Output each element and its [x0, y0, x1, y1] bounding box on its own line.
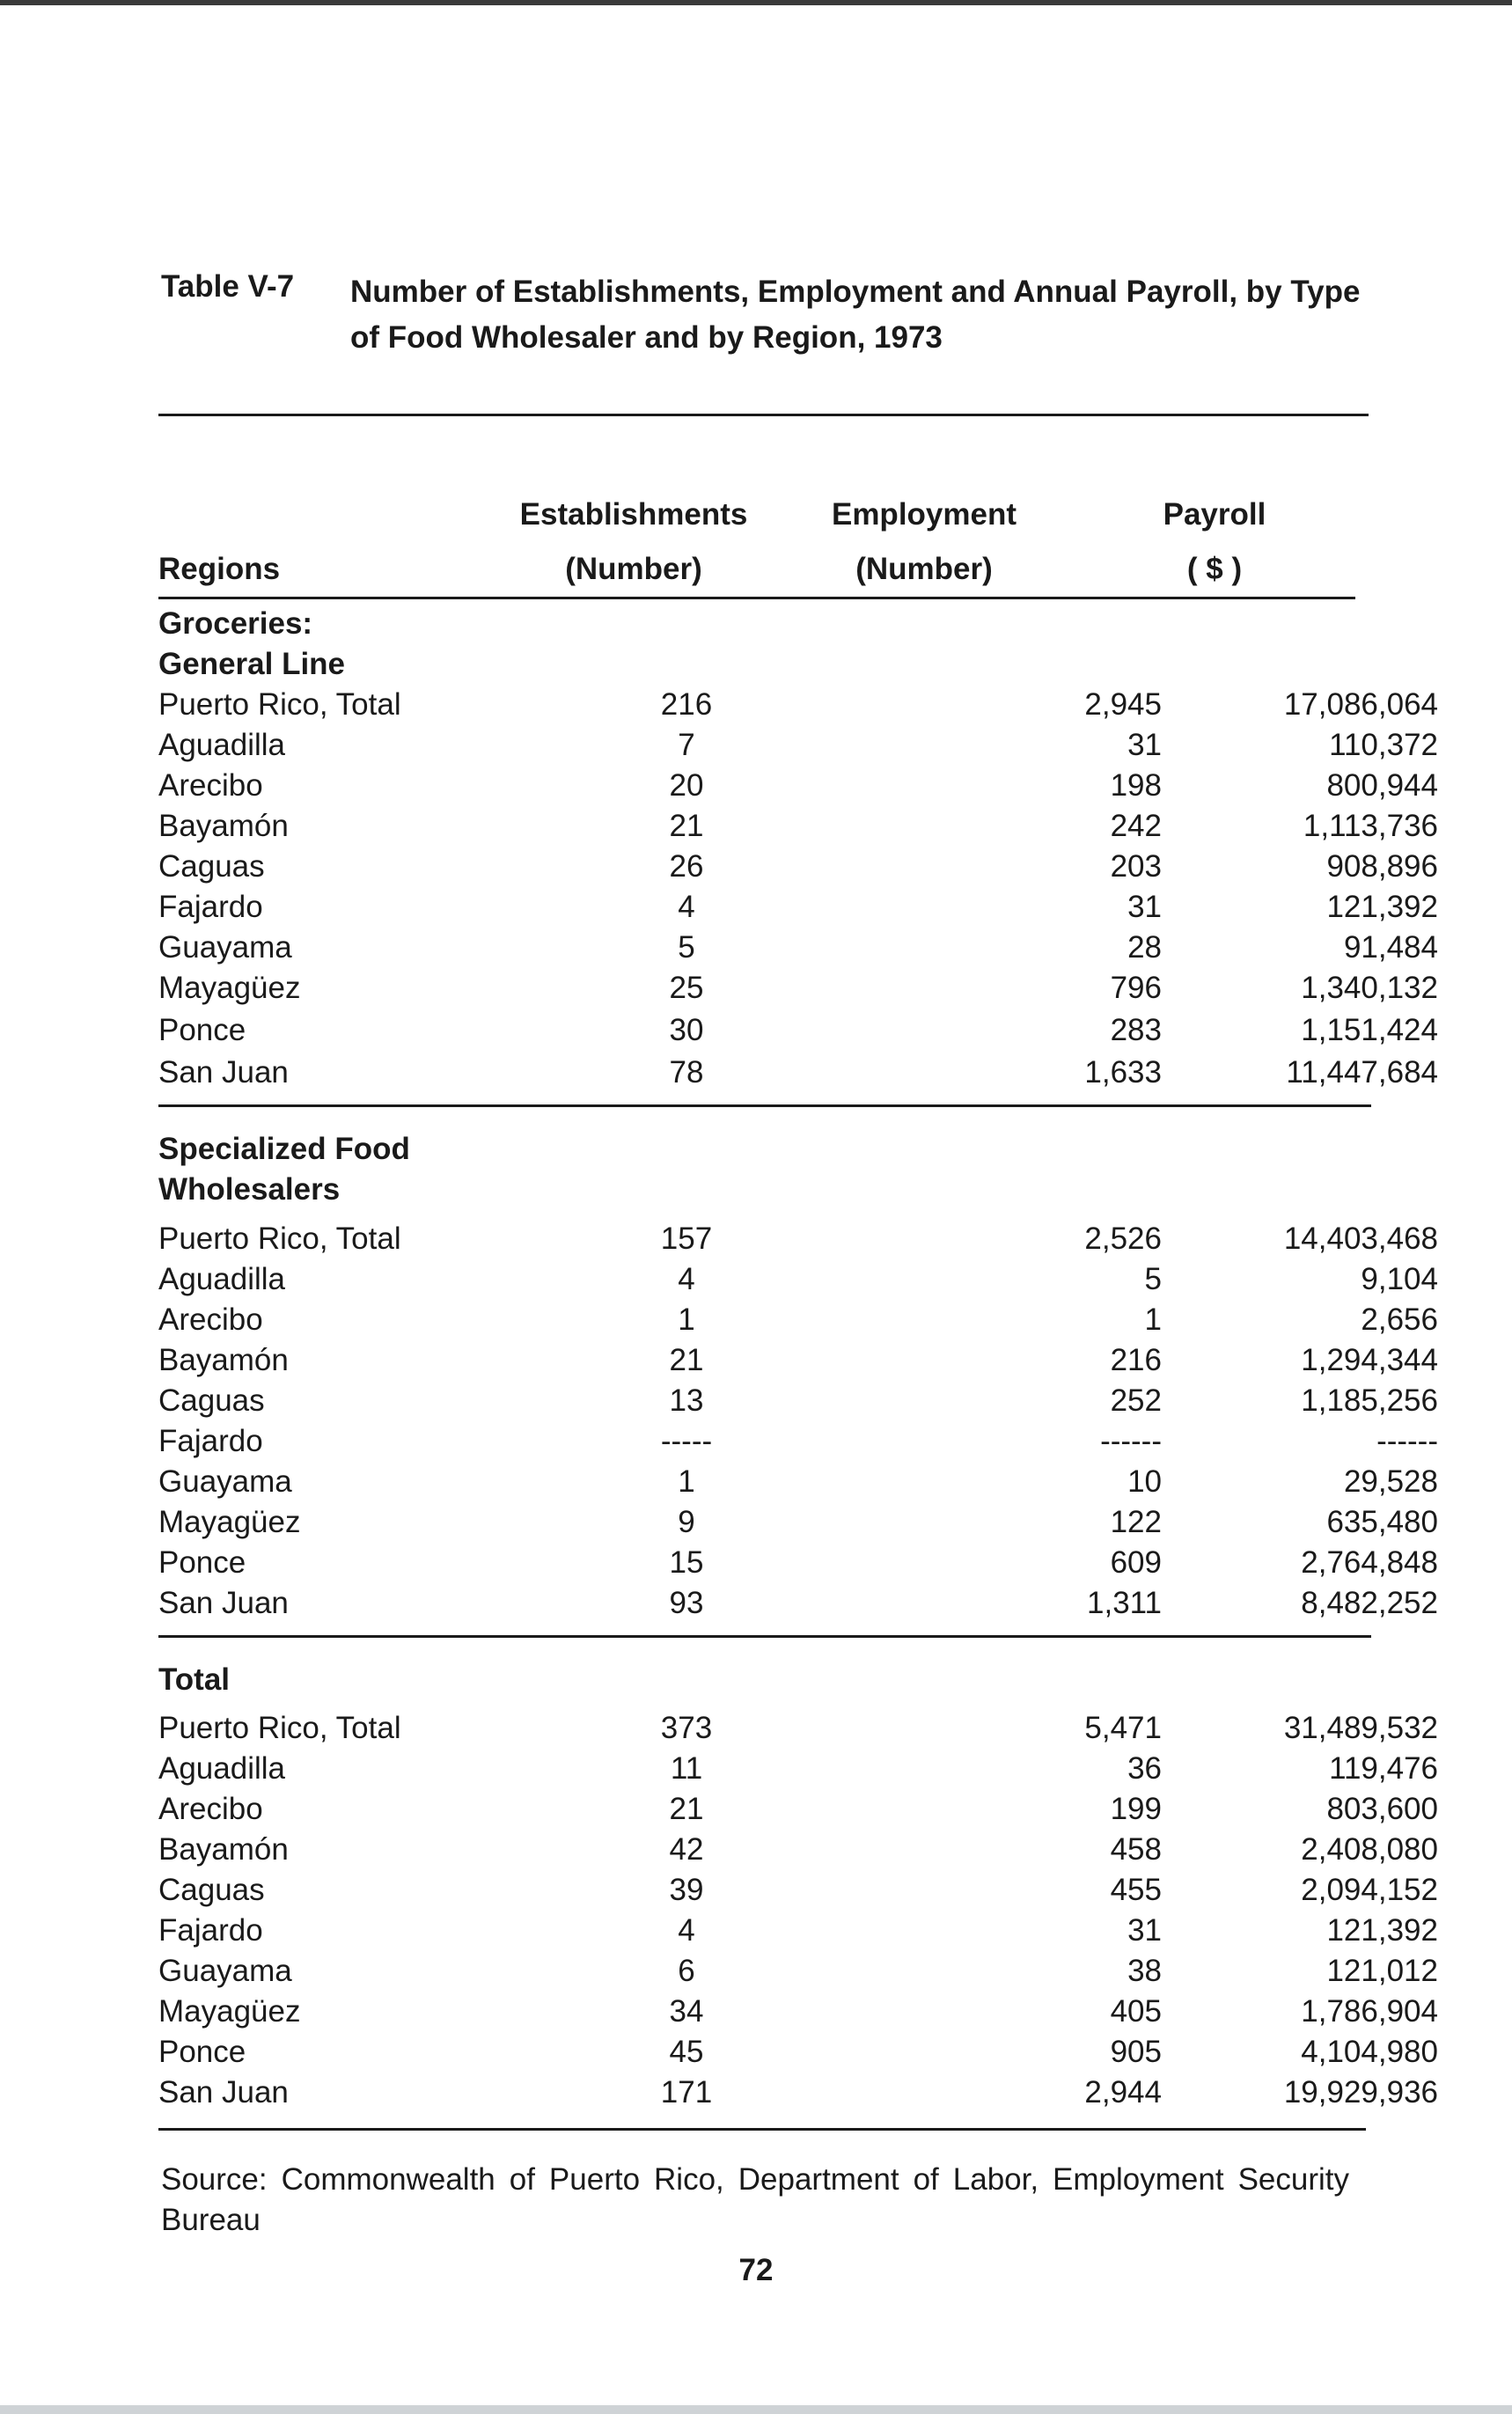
payroll-cell: 1,151,424	[1301, 1013, 1438, 1047]
region-cell: Fajardo	[158, 1913, 263, 1948]
payroll-cell: 1,340,132	[1301, 971, 1438, 1005]
top-edge-rule	[0, 0, 1512, 5]
employment-cell: 5,471	[1084, 1711, 1162, 1745]
payroll-cell: 110,372	[1329, 728, 1438, 762]
region-cell: Arecibo	[158, 768, 263, 803]
establishments-cell: 20	[669, 768, 704, 803]
establishments-cell: 93	[669, 1586, 704, 1620]
establishments-cell: 34	[669, 1994, 704, 2029]
region-cell: San Juan	[158, 1586, 289, 1620]
col-unit-employment: (Number)	[855, 552, 993, 586]
table-row	[158, 1222, 1438, 1262]
employment-cell: 458	[1110, 1832, 1162, 1867]
establishments-cell: 5	[678, 930, 695, 965]
establishments-cell: 78	[669, 1055, 704, 1090]
region-cell: Aguadilla	[158, 1751, 285, 1786]
region-cell: Arecibo	[158, 1792, 263, 1826]
establishments-cell: 1	[678, 1464, 695, 1499]
payroll-cell: 121,392	[1326, 1913, 1438, 1948]
region-cell: Ponce	[158, 2035, 246, 2069]
employment-cell: 1,633	[1084, 1055, 1162, 1090]
section-title	[158, 604, 510, 685]
employment-cell: 1	[1144, 1302, 1162, 1337]
employment-cell: 2,945	[1084, 687, 1162, 722]
table-row	[158, 768, 1438, 809]
section-title-line: Wholesalers	[158, 1172, 341, 1207]
payroll-cell: 119,476	[1329, 1751, 1438, 1786]
region-cell: Caguas	[158, 1873, 265, 1907]
section-title	[158, 1660, 510, 1700]
establishments-cell: 157	[660, 1222, 713, 1256]
region-cell: Bayamón	[158, 809, 289, 843]
employment-cell: 28	[1127, 930, 1162, 965]
employment-cell: 242	[1110, 809, 1162, 843]
region-cell: Aguadilla	[158, 728, 285, 762]
employment-cell: 199	[1110, 1792, 1162, 1826]
establishments-cell: 171	[660, 2075, 713, 2109]
payroll-cell: 1,786,904	[1301, 1994, 1438, 2029]
employment-cell: 1,311	[1087, 1586, 1162, 1620]
employment-cell: 31	[1127, 728, 1162, 762]
payroll-cell: 121,392	[1326, 890, 1438, 924]
employment-cell: 216	[1110, 1343, 1162, 1377]
header-bottom-rule	[158, 597, 1355, 599]
region-cell: Puerto Rico, Total	[158, 1711, 401, 1745]
establishments-cell: 30	[669, 1013, 704, 1047]
employment-cell: 5	[1144, 1262, 1162, 1296]
employment-cell: 252	[1110, 1383, 1162, 1418]
table-row	[158, 930, 1438, 971]
establishments-cell: -----	[660, 1424, 713, 1458]
establishments-cell: 13	[669, 1383, 704, 1418]
employment-cell: 31	[1127, 1913, 1162, 1948]
col-unit-establishments: (Number)	[565, 552, 702, 586]
table-row	[158, 1424, 1438, 1464]
section-title-line: Specialized Food	[158, 1132, 410, 1166]
establishments-cell: 4	[678, 890, 695, 924]
table-row	[158, 971, 1438, 1011]
region-cell: Fajardo	[158, 1424, 263, 1458]
payroll-cell: 14,403,468	[1283, 1222, 1438, 1256]
table-row	[158, 1545, 1438, 1586]
employment-cell: 283	[1110, 1013, 1162, 1047]
region-cell: Caguas	[158, 1383, 265, 1418]
region-cell: Guayama	[158, 1954, 292, 1988]
table-title: Number of Establishments, Employment and Annual Payroll, by Type of Food Wholesaler and by Region, 1973	[350, 275, 1361, 355]
table-row	[158, 1954, 1438, 1994]
section-title-line: General Line	[158, 647, 346, 681]
employment-cell: 36	[1127, 1751, 1162, 1786]
table-row	[158, 1873, 1438, 1913]
payroll-cell: 800,944	[1326, 768, 1438, 803]
payroll-cell: 91,484	[1343, 930, 1438, 965]
employment-cell: 198	[1110, 768, 1162, 803]
region-cell: San Juan	[158, 2075, 289, 2109]
table-row	[158, 1013, 1438, 1053]
establishments-cell: 11	[670, 1751, 703, 1786]
page-number: 72	[738, 2253, 774, 2287]
establishments-cell: 1	[678, 1302, 695, 1337]
establishments-cell: 4	[678, 1913, 695, 1948]
section-title-line: Groceries:	[158, 606, 313, 641]
establishments-cell: 25	[669, 971, 704, 1005]
region-cell: Mayagüez	[158, 1994, 301, 2029]
region-cell: Mayagüez	[158, 1505, 301, 1539]
region-cell: Aguadilla	[158, 1262, 285, 1296]
payroll-cell: 11,447,684	[1286, 1055, 1438, 1090]
establishments-cell: 21	[669, 809, 704, 843]
employment-cell: 31	[1127, 890, 1162, 924]
col-header-establishments: Establishments	[519, 497, 748, 532]
col-header-employment: Employment	[831, 497, 1017, 532]
table-row	[158, 1055, 1438, 1096]
region-cell: San Juan	[158, 1055, 289, 1090]
region-cell: Puerto Rico, Total	[158, 687, 401, 722]
table-row	[158, 1505, 1438, 1545]
payroll-cell: ------	[1376, 1424, 1438, 1458]
employment-cell: 2,526	[1084, 1222, 1162, 1256]
table-row	[158, 1302, 1438, 1343]
establishments-cell: 39	[669, 1873, 704, 1907]
payroll-cell: 1,185,256	[1301, 1383, 1438, 1418]
payroll-cell: 2,764,848	[1301, 1545, 1438, 1580]
employment-cell: 405	[1110, 1994, 1162, 2029]
region-cell: Bayamón	[158, 1832, 289, 1867]
table-row	[158, 1751, 1438, 1792]
section-divider-rule	[158, 1635, 1371, 1638]
establishments-cell: 15	[669, 1545, 704, 1580]
source-note: Source: Commonwealth of Puerto Rico, Department of Labor, Employment Security Bureau	[161, 2162, 1349, 2237]
table-row	[158, 687, 1438, 728]
establishments-cell: 373	[660, 1711, 713, 1745]
establishments-cell: 6	[678, 1954, 695, 1988]
payroll-cell: 19,929,936	[1283, 2075, 1438, 2109]
payroll-cell: 2,408,080	[1301, 1832, 1438, 1867]
table-row	[158, 2035, 1438, 2075]
establishments-cell: 216	[660, 687, 713, 722]
header-top-rule	[158, 414, 1369, 416]
establishments-cell: 21	[669, 1792, 704, 1826]
region-cell: Guayama	[158, 1464, 292, 1499]
establishments-cell: 26	[669, 849, 704, 884]
establishments-cell: 9	[678, 1505, 695, 1539]
establishments-cell: 45	[669, 2035, 704, 2069]
establishments-cell: 7	[678, 728, 695, 762]
payroll-cell: 1,294,344	[1301, 1343, 1438, 1377]
payroll-cell: 803,600	[1326, 1792, 1438, 1826]
section-title-line: Total	[158, 1662, 231, 1697]
payroll-cell: 4,104,980	[1301, 2035, 1438, 2069]
employment-cell: 2,944	[1084, 2075, 1162, 2109]
employment-cell: 203	[1110, 849, 1162, 884]
table-row	[158, 1994, 1438, 2035]
employment-cell: 38	[1127, 1954, 1162, 1988]
table-row	[158, 728, 1438, 768]
region-cell: Mayagüez	[158, 971, 301, 1005]
payroll-cell: 1,113,736	[1303, 809, 1438, 843]
payroll-cell: 635,480	[1326, 1505, 1438, 1539]
establishments-cell: 4	[678, 1262, 695, 1296]
employment-cell: 10	[1127, 1464, 1162, 1499]
table-row	[158, 890, 1438, 930]
establishments-cell: 21	[669, 1343, 704, 1377]
table-row	[158, 1792, 1438, 1832]
col-unit-payroll: ( $ )	[1186, 552, 1243, 586]
region-cell: Fajardo	[158, 890, 263, 924]
table-row	[158, 849, 1438, 890]
table-row	[158, 1913, 1438, 1954]
section-title	[158, 1129, 510, 1210]
region-cell: Arecibo	[158, 1302, 263, 1337]
payroll-cell: 2,656	[1361, 1302, 1438, 1337]
payroll-cell: 31,489,532	[1283, 1711, 1438, 1745]
employment-cell: 905	[1110, 2035, 1162, 2069]
col-header-payroll: Payroll	[1163, 497, 1266, 532]
payroll-cell: 8,482,252	[1301, 1586, 1438, 1620]
employment-cell: 796	[1110, 971, 1162, 1005]
region-cell: Ponce	[158, 1545, 246, 1580]
payroll-cell: 17,086,064	[1283, 687, 1438, 722]
payroll-cell: 121,012	[1326, 1954, 1438, 1988]
table-row	[158, 1832, 1438, 1873]
region-cell: Puerto Rico, Total	[158, 1222, 401, 1256]
table-row	[158, 1383, 1438, 1424]
region-cell: Guayama	[158, 930, 292, 965]
employment-cell: ------	[1100, 1424, 1162, 1458]
table-row	[158, 1262, 1438, 1302]
payroll-cell: 9,104	[1361, 1262, 1438, 1296]
bottom-edge-band	[0, 2405, 1512, 2414]
table-row	[158, 2075, 1438, 2116]
employment-cell: 609	[1110, 1545, 1162, 1580]
section-divider-rule	[158, 1104, 1371, 1107]
region-cell: Ponce	[158, 1013, 246, 1047]
table-row	[158, 1586, 1438, 1626]
payroll-cell: 908,896	[1326, 849, 1438, 884]
table-label: Table V-7	[161, 269, 295, 304]
payroll-cell: 2,094,152	[1301, 1873, 1438, 1907]
table-row	[158, 809, 1438, 849]
region-cell: Caguas	[158, 849, 265, 884]
region-cell: Bayamón	[158, 1343, 289, 1377]
table-bottom-rule	[158, 2128, 1366, 2131]
establishments-cell: 42	[669, 1832, 704, 1867]
employment-cell: 455	[1110, 1873, 1162, 1907]
table-row	[158, 1711, 1438, 1751]
payroll-cell: 29,528	[1343, 1464, 1438, 1499]
col-header-regions: Regions	[158, 552, 281, 586]
employment-cell: 122	[1110, 1505, 1162, 1539]
table-row	[158, 1343, 1438, 1383]
table-row	[158, 1464, 1438, 1505]
